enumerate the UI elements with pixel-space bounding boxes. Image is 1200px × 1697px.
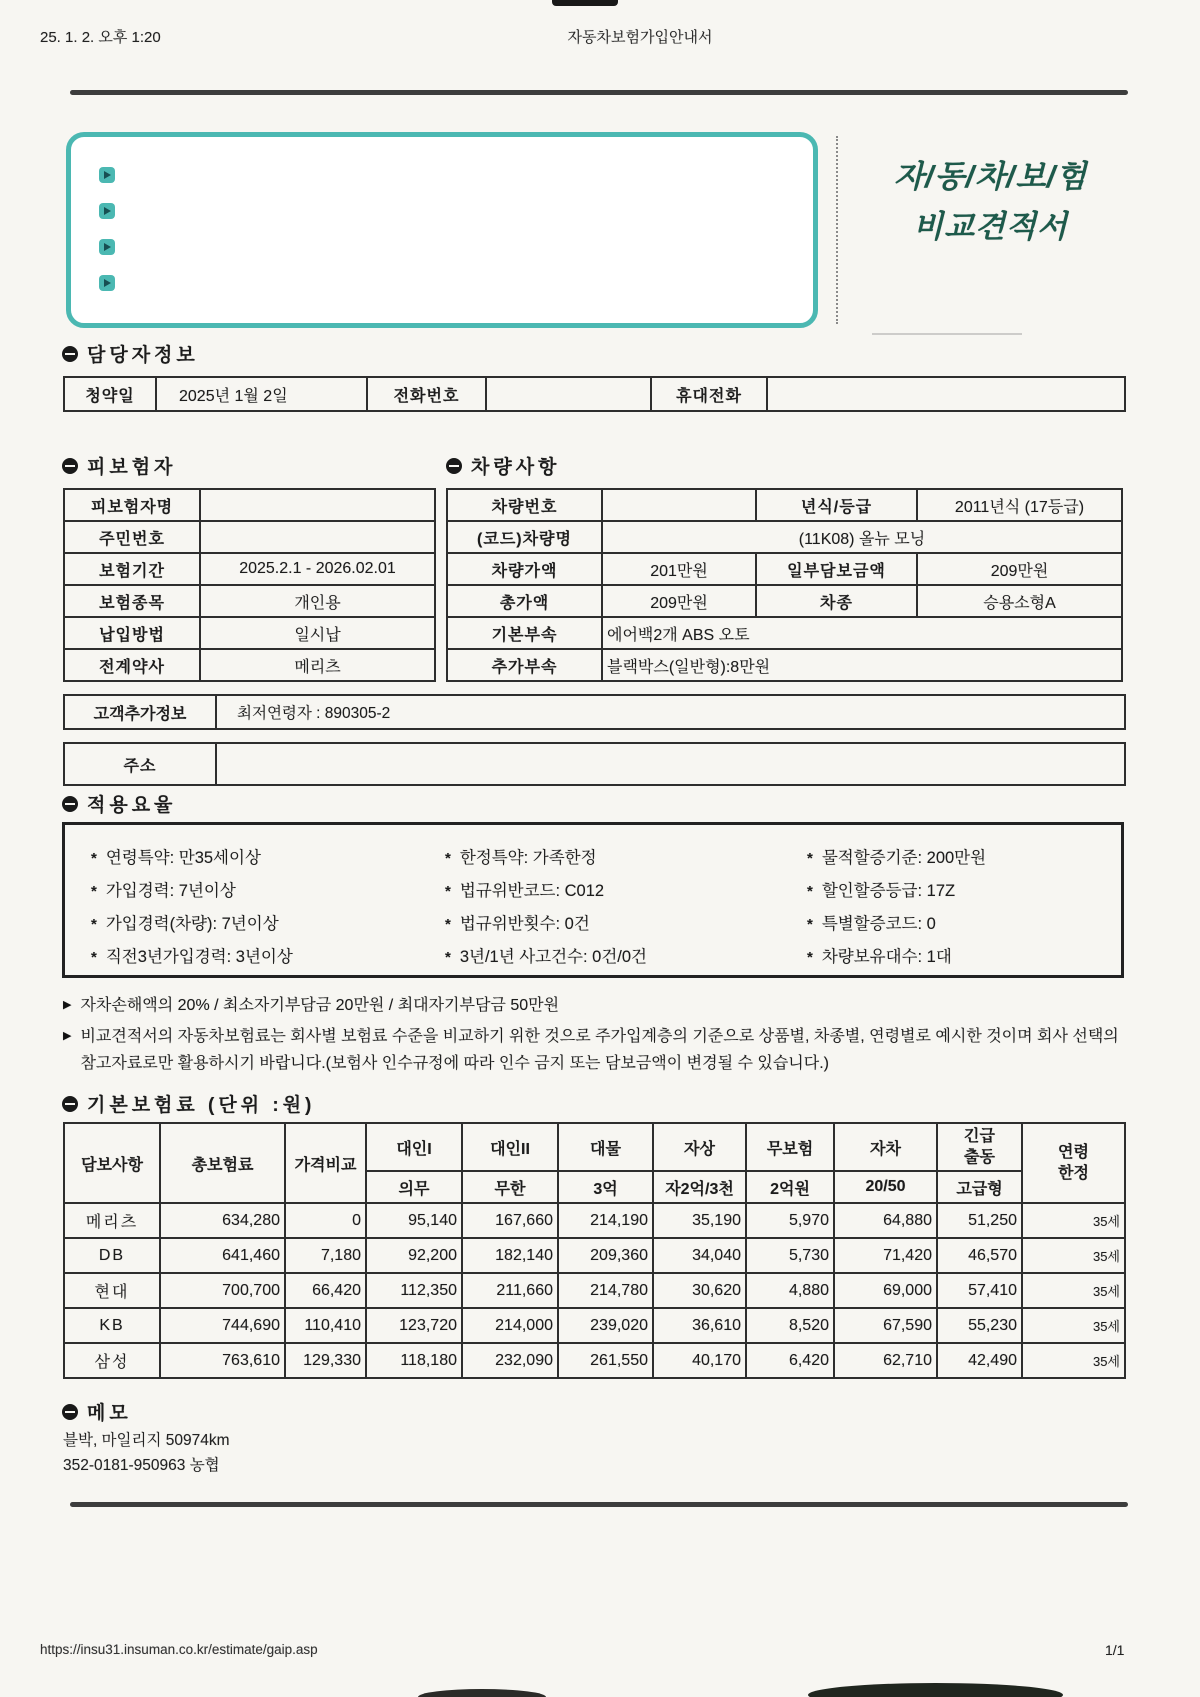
minus-circle-icon (62, 796, 78, 812)
table-row (64, 489, 435, 521)
vehicle-value-label: 차량가액 (447, 553, 602, 585)
emergency-premium: 46,570 (937, 1238, 1022, 1273)
rate-item (807, 875, 986, 908)
previous-insurer-label: 전계약사 (64, 649, 200, 681)
rate-text: 한정특약: 가족한정 (459, 849, 597, 867)
table-row (64, 695, 1125, 729)
minus-circle-icon (62, 1404, 78, 1420)
col-emergency-header (937, 1123, 1022, 1171)
rate-item (91, 908, 293, 941)
note-line (63, 992, 1129, 1019)
rate-item (445, 875, 647, 908)
age-limit: 35세 (1022, 1238, 1125, 1273)
property-premium: 214,190 (558, 1203, 653, 1238)
own-damage-premium: 71,420 (834, 1238, 937, 1273)
rate-item (807, 941, 986, 974)
sub-uninsured: 2억원 (746, 1171, 834, 1203)
table-row (64, 617, 435, 649)
model-name-value: (11K08) 올뉴 모닝 (602, 521, 1122, 553)
property-premium: 239,020 (558, 1308, 653, 1343)
note-text: 비교견적서의 자동차보험료는 회사별 보험료 수준을 비교하기 위한 것으로 주가입계층의 기준으로 상품별, 차종별, 연령별로 예시한 것이며 회사 선택의 참고자료로만 활용하시기 바랍니다.(보험사 인수규정에 따라 인수 금지 또는 담보금액이 변경될 수 있습니다.) (80, 1028, 1119, 1072)
insured-name-value (200, 489, 435, 521)
section-title: 차량사항 (471, 457, 561, 478)
applied-rates-box (62, 822, 1124, 978)
total-premium: 641,460 (160, 1238, 285, 1273)
rate-text: 법규위반코드: C012 (459, 882, 605, 900)
memo-block (63, 1428, 230, 1478)
table-row (447, 649, 1122, 681)
asterisk-bullet: * (807, 883, 813, 900)
dotted-separator (836, 136, 838, 324)
bodily1-premium: 95,140 (366, 1203, 462, 1238)
customer-extra-value: 최저연령자 : 890305-2 (216, 695, 1125, 729)
model-year-value: 2011년식 (17등급) (917, 489, 1122, 521)
col-bodily1-header: 대인I (366, 1123, 462, 1171)
table-row (447, 617, 1122, 649)
sub-bodily1: 의무 (366, 1171, 462, 1203)
own-damage-premium: 62,710 (834, 1343, 937, 1378)
document-main-title (848, 152, 1133, 252)
total-premium: 700,700 (160, 1273, 285, 1308)
scan-artifact-dash (872, 333, 1022, 335)
bodily1-premium: 92,200 (366, 1238, 462, 1273)
extra-accessories-value: 블랙박스(일반형):8만원 (602, 649, 1122, 681)
insurer-name: DB (64, 1238, 160, 1273)
uninsured-premium: 8,520 (746, 1308, 834, 1343)
insurer-name: 현대 (64, 1273, 160, 1308)
total-value-value: 209만원 (602, 585, 756, 617)
model-name-label: (코드)차량명 (447, 521, 602, 553)
total-premium: 763,610 (160, 1343, 285, 1378)
mobile-value (767, 377, 1125, 411)
table-row (64, 553, 435, 585)
col-age-limit-header (1022, 1123, 1125, 1203)
price-diff: 0 (285, 1203, 366, 1238)
col-bodily2-header: 대인II (462, 1123, 558, 1171)
property-premium: 209,360 (558, 1238, 653, 1273)
play-icon (99, 275, 115, 291)
table-header-row (64, 1123, 1125, 1171)
asterisk-bullet: * (91, 949, 97, 966)
rate-item (91, 941, 293, 974)
model-year-label: 년식/등급 (756, 489, 917, 521)
print-footer-url: https://insu31.insuman.co.kr/estimate/gaip.asp (40, 1642, 318, 1657)
subscription-date-label: 청약일 (64, 377, 156, 411)
section-title: 담당자정보 (87, 345, 199, 366)
vehicle-type-label: 차종 (756, 585, 917, 617)
customer-extra-label: 고객추가정보 (64, 695, 216, 729)
play-icon (99, 239, 115, 255)
price-diff: 110,410 (285, 1308, 366, 1343)
scan-smudge-bottom-left (418, 1689, 546, 1697)
rate-item (445, 842, 647, 875)
table-row (447, 521, 1122, 553)
emergency-premium: 51,250 (937, 1203, 1022, 1238)
resident-id-label: 주민번호 (64, 521, 200, 553)
sub-bodily2: 무한 (462, 1171, 558, 1203)
bodily2-premium: 232,090 (462, 1343, 558, 1378)
table-row (64, 743, 1125, 785)
asterisk-bullet: * (807, 949, 813, 966)
rate-text: 3년/1년 사고건수: 0건/0건 (459, 948, 647, 966)
section-agent-info (62, 340, 199, 367)
plate-number-value (602, 489, 756, 521)
title-line-1: 자/동/차/보/험 (893, 159, 1088, 194)
rate-item (445, 908, 647, 941)
age-limit: 35세 (1022, 1308, 1125, 1343)
asterisk-bullet: * (445, 949, 451, 966)
col-total-header: 총보험료 (160, 1123, 285, 1203)
self-injury-premium: 34,040 (653, 1238, 746, 1273)
price-diff: 129,330 (285, 1343, 366, 1378)
premium-comparison-table (63, 1122, 1126, 1379)
payment-method-label: 납입방법 (64, 617, 200, 649)
section-title: 기본보험료 (단위 :원) (87, 1095, 316, 1116)
total-value-label: 총가액 (447, 585, 602, 617)
col-uninsured-header: 무보험 (746, 1123, 834, 1171)
bodily1-premium: 112,350 (366, 1273, 462, 1308)
col-compare-header: 가격비교 (285, 1123, 366, 1203)
memo-line-2: 352-0181-950963 농협 (63, 1457, 220, 1474)
scan-smudge-top (552, 0, 618, 6)
sub-emergency: 고급형 (937, 1171, 1022, 1203)
uninsured-premium: 4,880 (746, 1273, 834, 1308)
plate-number-label: 차량번호 (447, 489, 602, 521)
table-row (64, 585, 435, 617)
self-injury-premium: 30,620 (653, 1273, 746, 1308)
uninsured-premium: 5,970 (746, 1203, 834, 1238)
rate-text: 할인할증등급: 17Z (821, 882, 956, 900)
rates-column-2 (445, 842, 647, 974)
bodily2-premium: 182,140 (462, 1238, 558, 1273)
col-emergency-text: 긴급출동 (964, 1128, 995, 1166)
asterisk-bullet: * (91, 916, 97, 933)
partial-coverage-value: 209만원 (917, 553, 1122, 585)
payment-method-value: 일시납 (200, 617, 435, 649)
title-line-2: 비교견적서 (913, 209, 1068, 244)
insured-table (63, 488, 436, 682)
col-self-injury-header: 자상 (653, 1123, 746, 1171)
minus-circle-icon (62, 1096, 78, 1112)
asterisk-bullet: * (91, 883, 97, 900)
basic-accessories-label: 기본부속 (447, 617, 602, 649)
rates-column-3 (807, 842, 986, 974)
asterisk-bullet: * (91, 850, 97, 867)
emergency-premium: 55,230 (937, 1308, 1022, 1343)
mobile-label: 휴대전화 (651, 377, 767, 411)
section-vehicle (446, 452, 560, 479)
rate-text: 가입경력: 7년이상 (105, 882, 236, 900)
address-label: 주소 (64, 743, 216, 785)
uninsured-premium: 5,730 (746, 1238, 834, 1273)
play-icon (99, 167, 115, 183)
partial-coverage-label: 일부담보금액 (756, 553, 917, 585)
rate-text: 특별할증코드: 0 (821, 915, 936, 933)
section-insured (62, 452, 176, 479)
note-line (63, 1023, 1129, 1077)
table-row (64, 521, 435, 553)
table-row-db (64, 1238, 1125, 1273)
asterisk-bullet: * (807, 850, 813, 867)
table-row-samsung (64, 1343, 1125, 1378)
bodily2-premium: 211,660 (462, 1273, 558, 1308)
table-row-kb (64, 1308, 1125, 1343)
own-damage-premium: 69,000 (834, 1273, 937, 1308)
total-premium: 744,690 (160, 1308, 285, 1343)
print-document-title: 자동차보험가입안내서 (567, 29, 713, 46)
play-icon (99, 203, 115, 219)
property-premium: 214,780 (558, 1273, 653, 1308)
bodily2-premium: 167,660 (462, 1203, 558, 1238)
uninsured-premium: 6,420 (746, 1343, 834, 1378)
vehicle-table (446, 488, 1123, 682)
policy-type-label: 보험종목 (64, 585, 200, 617)
previous-insurer-value: 메리츠 (200, 649, 435, 681)
section-title: 메모 (87, 1403, 132, 1424)
insurer-name: 삼성 (64, 1343, 160, 1378)
rate-text: 연령특약: 만35세이상 (105, 849, 261, 867)
notes-block (63, 992, 1129, 1081)
address-value (216, 743, 1125, 785)
col-company-header: 담보사항 (64, 1123, 160, 1203)
resident-id-value (200, 521, 435, 553)
sub-own-damage: 20/50 (834, 1171, 937, 1203)
scan-smudge-bottom-right (808, 1683, 1063, 1697)
sub-self-injury: 자2억/3천 (653, 1171, 746, 1203)
sub-property: 3억 (558, 1171, 653, 1203)
minus-circle-icon (62, 458, 78, 474)
insured-name-label: 피보험자명 (64, 489, 200, 521)
asterisk-bullet: * (445, 883, 451, 900)
agent-info-table (63, 376, 1126, 412)
asterisk-bullet: * (445, 916, 451, 933)
rates-column-1 (91, 842, 293, 974)
own-damage-premium: 64,880 (834, 1203, 937, 1238)
age-limit: 35세 (1022, 1273, 1125, 1308)
memo-line-1: 블박, 마일리지 50974km (63, 1432, 230, 1449)
subscription-date-value: 2025년 1월 2일 (156, 377, 367, 411)
customer-extra-table (63, 694, 1126, 730)
rate-item (91, 875, 293, 908)
rate-text: 물적할증기준: 200만원 (821, 849, 987, 867)
section-memo (62, 1398, 132, 1425)
vehicle-type-value: 승용소형A (917, 585, 1122, 617)
price-diff: 7,180 (285, 1238, 366, 1273)
self-injury-premium: 36,610 (653, 1308, 746, 1343)
section-title: 적용요율 (87, 795, 177, 816)
phone-label: 전화번호 (367, 377, 486, 411)
vehicle-value-value: 201만원 (602, 553, 756, 585)
table-row (447, 553, 1122, 585)
bottom-rule (70, 1502, 1128, 1507)
emergency-premium: 57,410 (937, 1273, 1022, 1308)
bodily2-premium: 214,000 (462, 1308, 558, 1343)
minus-circle-icon (446, 458, 462, 474)
insurer-name: KB (64, 1308, 160, 1343)
page-number: 1/1 (1105, 1642, 1125, 1658)
price-diff: 66,420 (285, 1273, 366, 1308)
policy-period-label: 보험기간 (64, 553, 200, 585)
address-table (63, 742, 1126, 786)
triangle-right-icon: ▶ (63, 999, 72, 1011)
table-row-hyundai (64, 1273, 1125, 1308)
col-age-limit-text: 연령한정 (1058, 1144, 1089, 1182)
rate-item (807, 908, 986, 941)
asterisk-bullet: * (807, 916, 813, 933)
top-rule (70, 90, 1128, 95)
own-damage-premium: 67,590 (834, 1308, 937, 1343)
rate-text: 법규위반횟수: 0건 (459, 915, 590, 933)
print-timestamp: 25. 1. 2. 오후 1:20 (40, 29, 161, 46)
policy-period-value: 2025.2.1 - 2026.02.01 (200, 553, 435, 585)
age-limit: 35세 (1022, 1343, 1125, 1378)
bodily1-premium: 123,720 (366, 1308, 462, 1343)
table-row-meritz (64, 1203, 1125, 1238)
self-injury-premium: 40,170 (653, 1343, 746, 1378)
note-text: 자차손해액의 20% / 최소자기부담금 20만원 / 최대자기부담금 50만원 (80, 997, 560, 1014)
emergency-premium: 42,490 (937, 1343, 1022, 1378)
table-row (64, 377, 1125, 411)
section-title: 피보험자 (87, 457, 177, 478)
col-property-header: 대물 (558, 1123, 653, 1171)
asterisk-bullet: * (445, 850, 451, 867)
total-premium: 634,280 (160, 1203, 285, 1238)
table-row (64, 649, 435, 681)
col-own-damage-header: 자차 (834, 1123, 937, 1171)
policy-type-value: 개인용 (200, 585, 435, 617)
triangle-right-icon: ▶ (63, 1030, 72, 1042)
property-premium: 261,550 (558, 1343, 653, 1378)
agency-info-box (66, 132, 818, 328)
phone-value (486, 377, 651, 411)
rate-item (807, 842, 986, 875)
bodily1-premium: 118,180 (366, 1343, 462, 1378)
table-row (447, 489, 1122, 521)
self-injury-premium: 35,190 (653, 1203, 746, 1238)
extra-accessories-label: 추가부속 (447, 649, 602, 681)
rate-text: 가입경력(차량): 7년이상 (105, 915, 279, 933)
rate-item (445, 941, 647, 974)
insurer-name: 메리츠 (64, 1203, 160, 1238)
basic-accessories-value: 에어백2개 ABS 오토 (602, 617, 1122, 649)
age-limit: 35세 (1022, 1203, 1125, 1238)
section-base-premium (62, 1090, 315, 1117)
table-row (447, 585, 1122, 617)
rate-text: 직전3년가입경력: 3년이상 (105, 948, 293, 966)
rate-item (91, 842, 293, 875)
rate-text: 차량보유대수: 1대 (821, 948, 952, 966)
minus-circle-icon (62, 346, 78, 362)
section-applied-rates (62, 790, 176, 817)
